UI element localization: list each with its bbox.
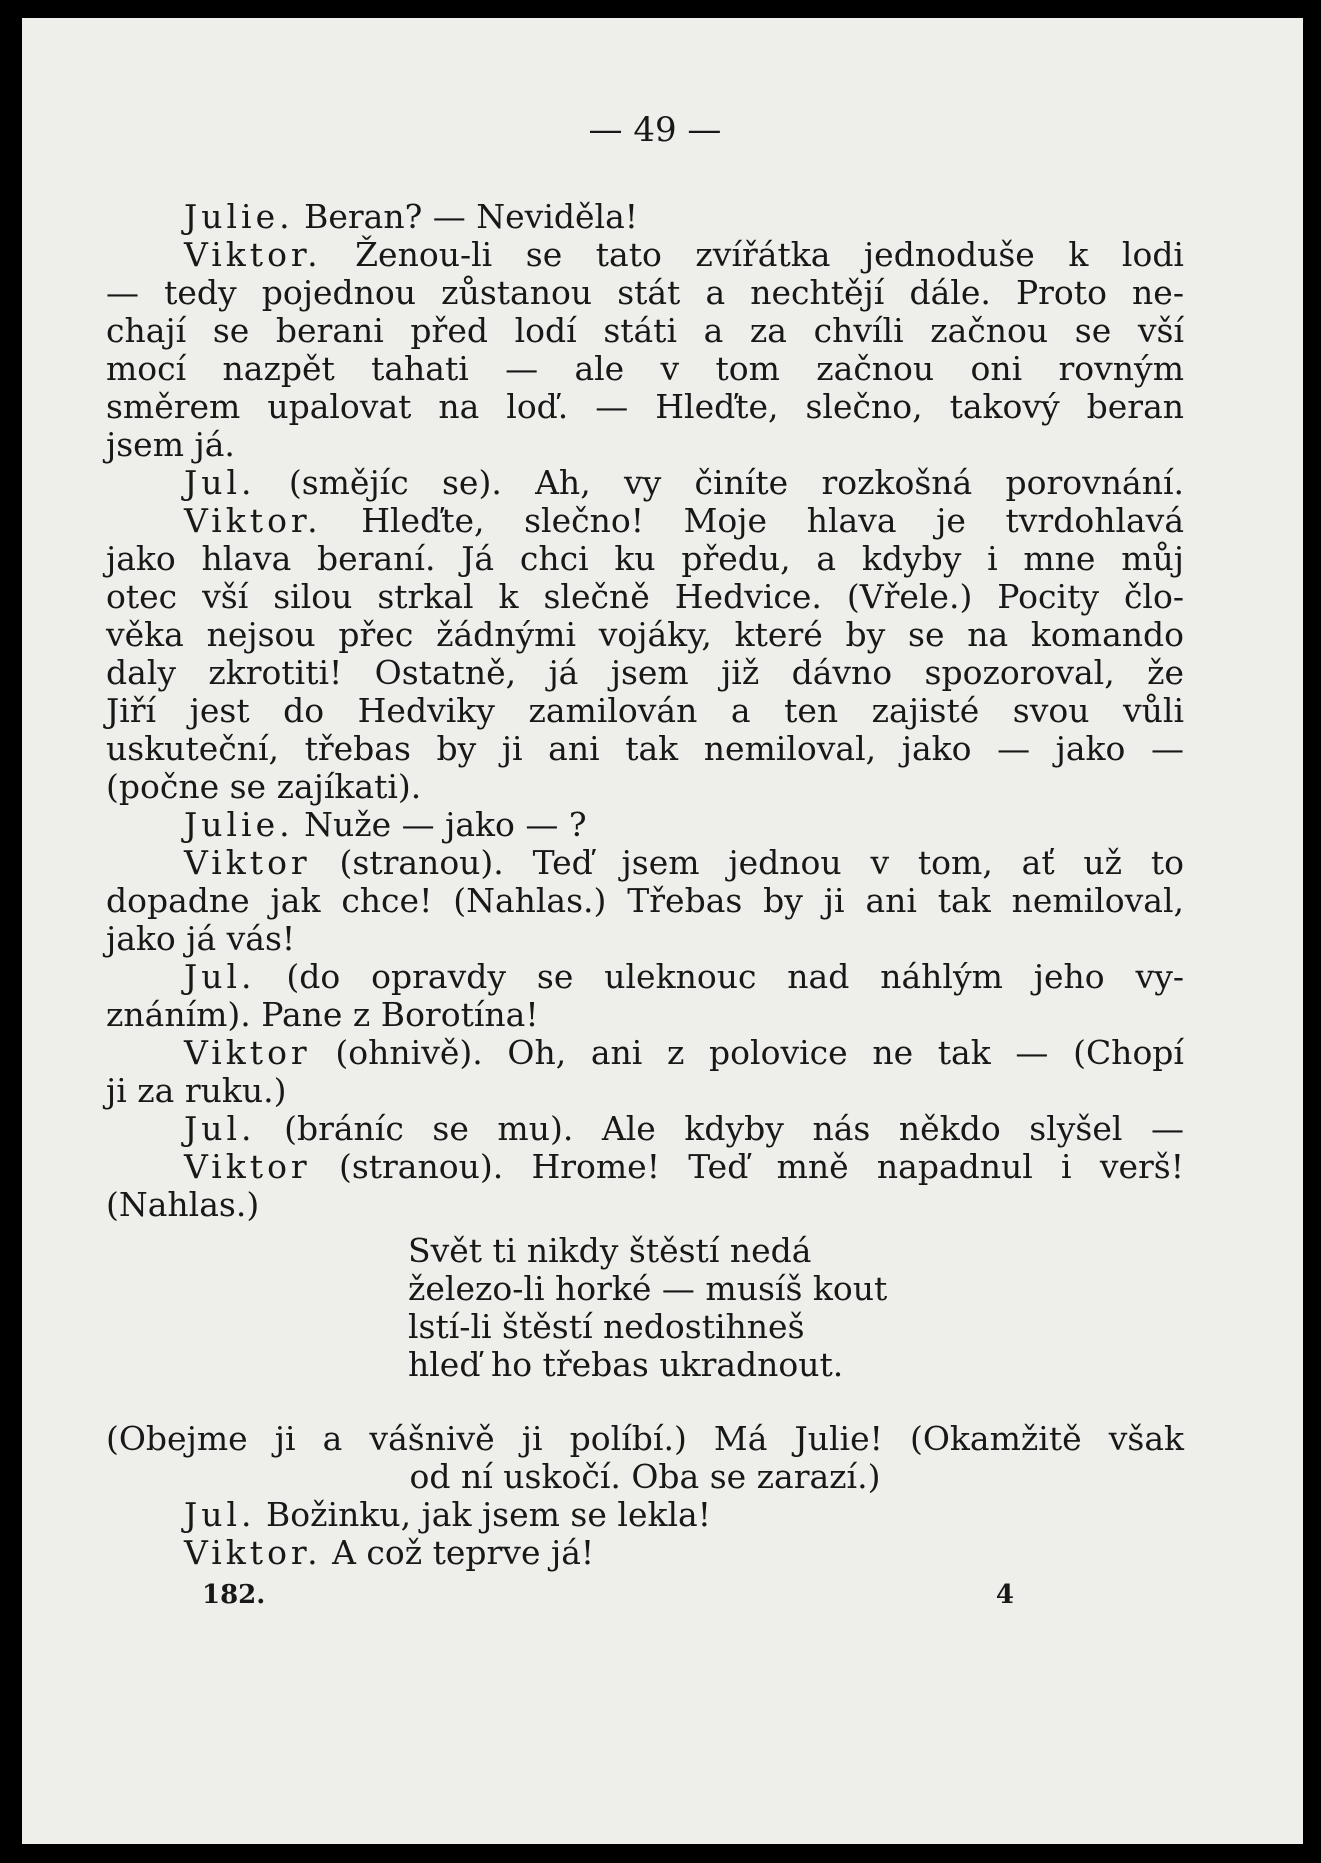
- line-text: (ohnivě). Oh, ani z polovice ne tak — (Chopí: [310, 1033, 1184, 1072]
- page-content: [106, 106, 1184, 1614]
- text-line: [106, 274, 1184, 312]
- stage-line: od ní uskočí. Oba se zarazí.): [409, 1457, 881, 1496]
- text-line: [106, 198, 1184, 236]
- text-line: [106, 958, 1184, 996]
- line-text: chají se berani před lodí státi a za chvíli začnou se vší: [106, 311, 1184, 350]
- stage-direction: [106, 1420, 1184, 1496]
- speaker-name: Jul.: [184, 1109, 256, 1148]
- line-text: znáním). Pane z Borotína!: [106, 995, 539, 1034]
- line-text: jsem já.: [106, 425, 235, 464]
- text-line: [106, 540, 1184, 578]
- sheet-number: 4: [995, 1580, 1014, 1610]
- text-line: [106, 768, 1184, 806]
- text-line: [106, 388, 1184, 426]
- line-text: (smějíc se). Ah, vy činíte rozkošná porovnání.: [255, 463, 1184, 502]
- text-line: [106, 616, 1184, 654]
- line-text: věka nejsou přec žádnými vojáky, které by se na komando: [106, 615, 1184, 654]
- text-line: [106, 1534, 1184, 1572]
- line-text: — tedy pojednou zůstanou stát a nechtějí dále. Proto ne-: [106, 273, 1184, 312]
- text-line: [106, 1148, 1184, 1186]
- text-line: [106, 502, 1184, 540]
- line-text: Hleďte, slečno! Moje hlava je tvrdohlavá: [321, 501, 1184, 540]
- verse-line: lstí-li štěstí nedostihneš: [408, 1307, 805, 1346]
- line-text: A což teprve já!: [321, 1533, 595, 1572]
- text-line: [106, 578, 1184, 616]
- verse-line: Svět ti nikdy štěstí nedá: [408, 1231, 812, 1270]
- text-line: [106, 882, 1184, 920]
- speaker-name: Jul.: [184, 463, 256, 502]
- line-text: daly zkrotiti! Ostatně, já jsem již dávno spozoroval, že: [106, 653, 1184, 692]
- line-text: (stranou). Hrome! Teď mně napadnul i verš!: [310, 1147, 1184, 1186]
- speaker-name: Viktor: [184, 1147, 311, 1186]
- speaker-name: Julie.: [184, 805, 294, 844]
- line-text: Ženou-li se tato zvířátka jednoduše k lodi: [321, 235, 1184, 274]
- text-line: [106, 464, 1184, 502]
- verse-block: [106, 1232, 1184, 1384]
- page-number: — 49 —: [588, 110, 722, 150]
- speaker-name: Julie.: [184, 197, 294, 236]
- line-text: Jiří jest do Hedviky zamilován a ten zajisté svou vůli: [106, 691, 1184, 730]
- dialogue-body: [106, 198, 1184, 1224]
- line-text: (Nahlas.): [106, 1185, 260, 1224]
- text-line: [106, 844, 1184, 882]
- text-line: [106, 1186, 1184, 1224]
- line-text: (počne se zajíkati).: [106, 767, 422, 806]
- line-text: ji za ruku.): [106, 1071, 287, 1110]
- text-line: [106, 996, 1184, 1034]
- text-line: [106, 312, 1184, 350]
- line-text: jako hlava beraní. Já chci ku předu, a kdyby i mne můj: [106, 539, 1184, 578]
- text-line: [106, 1110, 1184, 1148]
- text-line: [106, 350, 1184, 388]
- text-line: [106, 806, 1184, 844]
- line-text: Božinku, jak jsem se lekla!: [255, 1495, 711, 1534]
- line-text: směrem upalovat na loď. — Hleďte, slečno, takový beran: [106, 387, 1184, 426]
- line-text: (bráníc se mu). Ale kdyby nás někdo slyšel —: [255, 1109, 1184, 1148]
- closing-dialogue: [106, 1496, 1184, 1572]
- text-line: [106, 1496, 1184, 1534]
- page-footer: [106, 1576, 1184, 1614]
- line-text: dopadne jak chce! (Nahlas.) Třebas by ji ani tak nemiloval,: [106, 881, 1184, 920]
- text-line: [106, 920, 1184, 958]
- speaker-name: Viktor: [184, 843, 311, 882]
- printer-signature: 182.: [202, 1580, 266, 1610]
- line-text: (stranou). Teď jsem jednou v tom, ať už to: [310, 843, 1184, 882]
- speaker-name: Jul.: [184, 957, 256, 996]
- speaker-name: Viktor: [184, 1033, 311, 1072]
- text-line: [106, 1072, 1184, 1110]
- speaker-name: Viktor.: [184, 235, 322, 274]
- speaker-name: Jul.: [184, 1495, 256, 1534]
- text-line: [106, 1034, 1184, 1072]
- line-text: jako já vás!: [106, 919, 296, 958]
- line-text: mocí nazpět tahati — ale v tom začnou oni rovným: [106, 349, 1184, 388]
- line-text: otec vší silou strkal k slečně Hedvice. (Vřele.) Pocity člo-: [106, 577, 1184, 616]
- speaker-name: Viktor.: [184, 501, 322, 540]
- verse-line: železo-li horké — musíš kout: [408, 1269, 888, 1308]
- text-line: [106, 692, 1184, 730]
- verse-line: hleď ho třebas ukradnout.: [408, 1345, 844, 1384]
- speaker-name: Viktor.: [184, 1533, 322, 1572]
- text-line: [106, 730, 1184, 768]
- text-line: [106, 654, 1184, 692]
- line-text: (do opravdy se uleknouc nad náhlým jeho vy-: [255, 957, 1184, 996]
- line-text: uskuteční, třebas by ji ani tak nemiloval, jako — jako —: [106, 729, 1184, 768]
- stage-line: (Obejme ji a vášnivě ji políbí.) Má Julie! (Okamžitě však: [106, 1419, 1184, 1458]
- book-page: [22, 18, 1303, 1844]
- line-text: Beran? — Neviděla!: [293, 197, 639, 236]
- line-text: Nuže — jako — ?: [293, 805, 587, 844]
- text-line: [106, 236, 1184, 274]
- text-line: [106, 426, 1184, 464]
